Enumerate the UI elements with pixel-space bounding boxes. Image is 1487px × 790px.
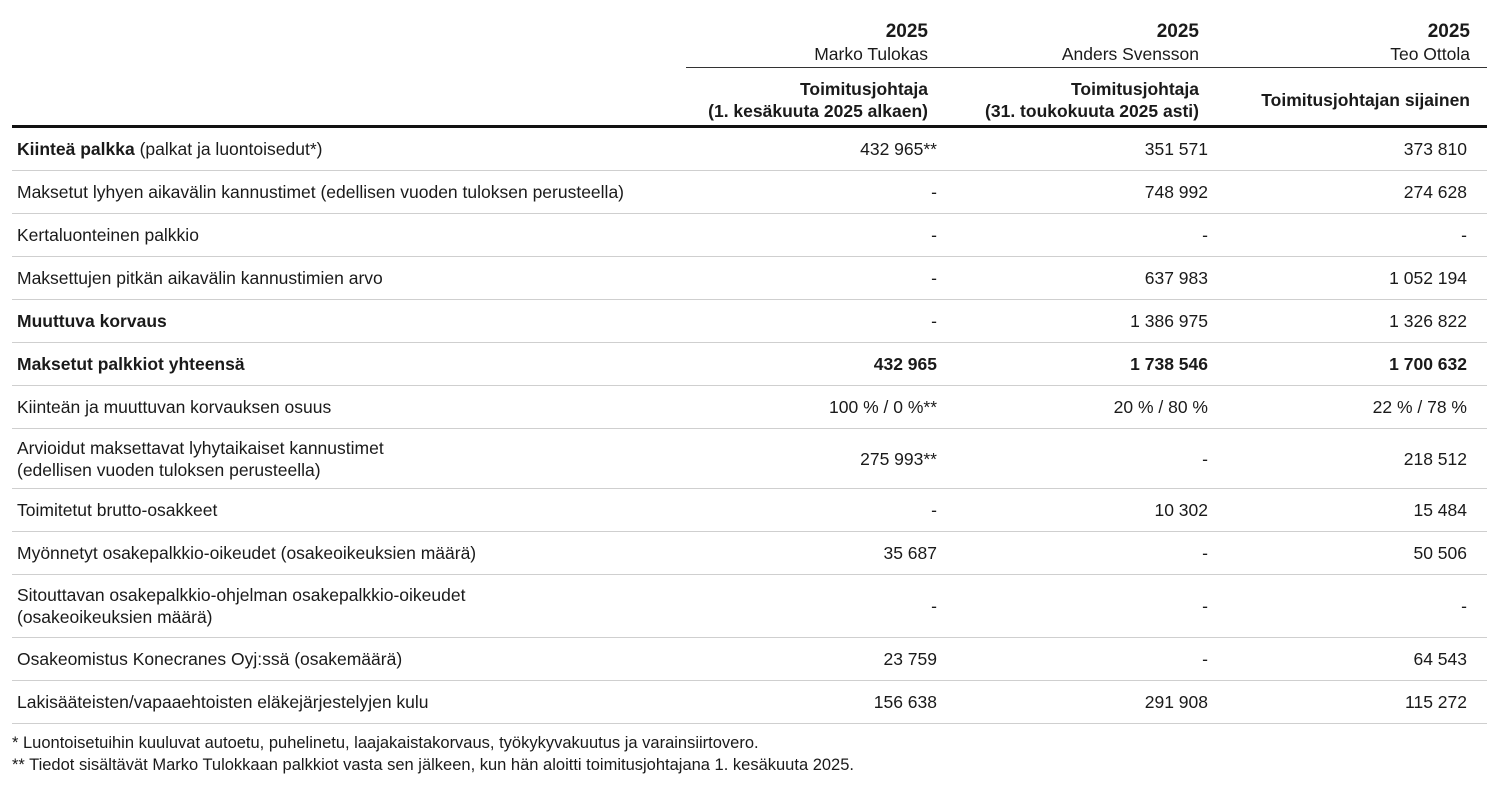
cell-ottola: 22 % / 78 % — [1372, 397, 1467, 417]
cell-ottola: 50 506 — [1413, 543, 1467, 563]
header-role: Toimitusjohtaja (31. toukokuuta 2025 asti) — [985, 79, 1199, 121]
table-row — [12, 532, 1487, 575]
header-year: 2025 — [885, 21, 928, 42]
cell-svensson: 291 908 — [1144, 692, 1208, 712]
row-label: Arvioidut maksettavat lyhytaikaiset kannustimet (edellisen vuoden tuloksen perusteella) — [17, 437, 384, 480]
table-row — [12, 638, 1487, 681]
cell-tulokas: - — [931, 500, 937, 520]
row-label: Muuttuva korvaus — [17, 311, 167, 331]
cell-tulokas: - — [931, 182, 937, 202]
cell-ottola: 1 326 822 — [1389, 311, 1467, 331]
footnotes — [12, 732, 854, 776]
cell-ottola: - — [1461, 225, 1467, 245]
header-year: 2025 — [1427, 21, 1470, 42]
row-label: Maksetut palkkiot yhteensä — [17, 354, 245, 374]
footnote: ** Tiedot sisältävät Marko Tulokkaan palkkiot vasta sen jälkeen, kun hän aloitti toimitusjohtajana 1. kesäkuuta 2025. — [12, 756, 854, 774]
cell-tulokas: 275 993** — [860, 448, 937, 469]
cell-tulokas: - — [931, 225, 937, 245]
header-role: Toimitusjohtajan sijainen — [1261, 90, 1470, 110]
table-header — [12, 0, 1487, 128]
table-row-total — [12, 343, 1487, 386]
header-name: Anders Svensson — [1061, 44, 1199, 64]
cell-ottola: 373 810 — [1403, 139, 1467, 159]
cell-ottola: 15 484 — [1413, 500, 1467, 520]
table-row — [12, 575, 1487, 638]
cell-ottola: - — [1461, 596, 1467, 616]
cell-ottola: 1 700 632 — [1389, 354, 1467, 374]
table-row — [12, 386, 1487, 429]
cell-svensson: - — [1202, 649, 1208, 669]
table-row — [12, 257, 1487, 300]
cell-ottola: 1 052 194 — [1389, 268, 1467, 288]
cell-tulokas: 23 759 — [883, 649, 937, 669]
header-year: 2025 — [1156, 21, 1199, 42]
header-role: Toimitusjohtaja (1. kesäkuuta 2025 alkaen) — [708, 79, 928, 121]
table-row — [12, 171, 1487, 214]
cell-svensson: 748 992 — [1144, 182, 1208, 202]
row-label: Lakisääteisten/vapaaehtoisten eläkejärjestelyjen kulu — [17, 692, 429, 712]
row-label: Osakeomistus Konecranes Oyj:ssä (osakemäärä) — [17, 649, 403, 669]
cell-svensson: - — [1202, 448, 1208, 469]
cell-svensson: 20 % / 80 % — [1113, 397, 1208, 417]
table-row — [12, 489, 1487, 532]
cell-svensson: - — [1202, 543, 1208, 563]
cell-tulokas: - — [931, 268, 937, 288]
row-label: Myönnetyt osakepalkkio-oikeudet (osakeoikeuksien määrä) — [17, 543, 477, 563]
cell-tulokas: - — [931, 311, 937, 331]
table-row — [12, 128, 1487, 171]
table-row — [12, 681, 1487, 724]
row-label: Maksetut lyhyen aikavälin kannustimet (edellisen vuoden tuloksen perusteella) — [17, 182, 625, 202]
cell-ottola: 115 272 — [1405, 692, 1467, 712]
table-row — [12, 429, 1487, 489]
cell-svensson: 10 302 — [1154, 500, 1208, 520]
cell-svensson: 351 571 — [1144, 139, 1208, 159]
cell-tulokas: 432 965 — [873, 354, 937, 374]
row-label: Toimitetut brutto-osakkeet — [17, 500, 218, 520]
cell-svensson: - — [1202, 596, 1208, 616]
cell-svensson: 1 386 975 — [1130, 311, 1208, 331]
row-label: Kiinteä palkka (palkat ja luontoisedut*) — [17, 139, 323, 159]
table-row — [12, 300, 1487, 343]
cell-ottola: 64 543 — [1413, 649, 1467, 669]
cell-tulokas: - — [931, 596, 937, 616]
cell-tulokas: 156 638 — [873, 692, 937, 712]
header-divider — [686, 67, 1487, 68]
row-label: Kertaluonteinen palkkio — [17, 225, 199, 245]
compensation-table — [12, 0, 1487, 724]
cell-svensson: 1 738 546 — [1130, 354, 1208, 374]
footnote: * Luontoisetuihin kuuluvat autoetu, puhelinetu, laajakaistakorvaus, työkykyvakuutus ja varainsiirtovero. — [12, 734, 759, 752]
cell-tulokas: 100 % / 0 %** — [829, 397, 937, 417]
table-row — [12, 214, 1487, 257]
cell-svensson: - — [1202, 225, 1208, 245]
cell-ottola: 274 628 — [1403, 182, 1467, 202]
row-label: Kiinteän ja muuttuvan korvauksen osuus — [17, 397, 332, 417]
cell-svensson: 637 983 — [1144, 268, 1208, 288]
header-name: Marko Tulokas — [814, 44, 928, 64]
cell-ottola: 218 512 — [1403, 448, 1467, 469]
row-label: Sitouttavan osakepalkkio-ohjelman osakepalkkio-oikeudet (osakeoikeuksien määrä) — [17, 585, 466, 627]
cell-tulokas: 35 687 — [883, 543, 937, 563]
header-name: Teo Ottola — [1390, 44, 1470, 64]
row-label: Maksettujen pitkän aikavälin kannustimien arvo — [17, 268, 383, 288]
cell-tulokas: 432 965** — [860, 139, 937, 159]
